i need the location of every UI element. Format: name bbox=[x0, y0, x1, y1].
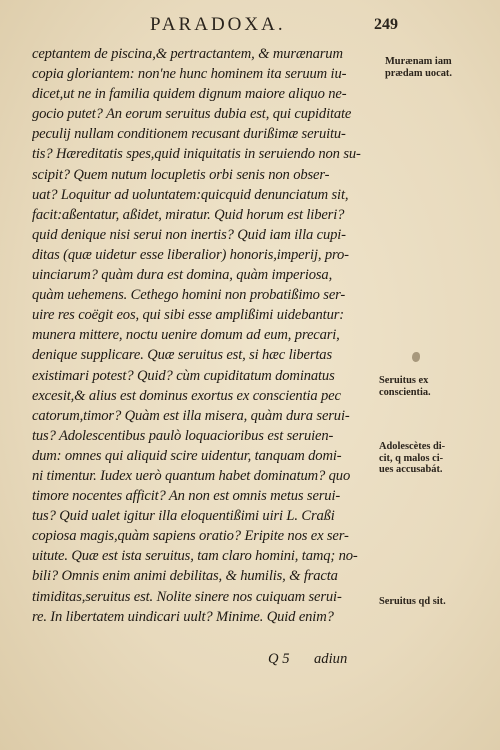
text-line: timore nocentes afficit? An non est omnis metus serui- bbox=[32, 488, 341, 505]
page-number: 249 bbox=[374, 16, 398, 33]
text-line: timiditas,seruitus est. Nolite sinere nos cuiquam serui- bbox=[32, 588, 342, 605]
marginal-note bbox=[379, 375, 495, 398]
text-line: gocio putet? An eorum seruitus dubia est, qui cupiditate bbox=[32, 106, 352, 123]
marginal-note bbox=[379, 441, 495, 476]
text-line: quid denique nisi serui non inertis? Quid iam illa cupi- bbox=[32, 226, 346, 243]
text-line: copia gloriantem: non'ne hunc hominem ita seruum iu- bbox=[32, 66, 347, 83]
text-line: catorum,timor? Quàm est illa misera, quàm dura serui- bbox=[32, 407, 350, 424]
text-line: tis? Hæreditatis spes,quid iniquitatis in seruiendo non su- bbox=[32, 146, 361, 163]
text-line: uire res coëgit eos, qui sibi esse amplißimi uidebantur: bbox=[32, 307, 344, 324]
marginal-note-line: cit, q malos ci- bbox=[379, 452, 444, 464]
text-line: dicet,ut ne in familia quidem dignum maiore aliquo ne- bbox=[32, 86, 347, 103]
text-line: copiosa magis,quàm sapiens oratio? Eripite nos ex ser- bbox=[32, 528, 349, 545]
text-line: re. In libertatem uindicari uult? Minime. Quid enim? bbox=[32, 608, 334, 625]
marginal-note bbox=[379, 596, 495, 608]
marginal-note bbox=[385, 56, 500, 79]
text-line: tus? Adolescentibus paulò loquacioribus est seruien- bbox=[32, 427, 334, 444]
marginal-note-line: conscientia. bbox=[379, 386, 431, 398]
text-line: scipit? Quem nutum locupletis orbi senis non obser- bbox=[32, 166, 330, 183]
marginal-note-line: Seruitus qd sit. bbox=[379, 596, 446, 607]
text-line: munera mittere, noctu uenire domum ad eum, precari, bbox=[32, 327, 340, 344]
text-line: facit:aßentatur, aßidet, miratur. Quid horum est liberi? bbox=[32, 206, 345, 223]
running-head: PARADOXA. bbox=[150, 14, 286, 35]
signature-mark: Q 5 bbox=[268, 651, 290, 667]
text-line: uat? Loquitur ad uoluntatem:quicquid denunciatum sit, bbox=[32, 186, 349, 203]
text-line: uitute. Quæ est ista seruitus, tam claro homini, tamq; no- bbox=[32, 548, 358, 565]
main-text-block bbox=[32, 44, 376, 627]
catchline bbox=[268, 651, 378, 673]
text-line: tus? Quid ualet igitur illa eloquentißimi uiri L. Craßi bbox=[32, 508, 335, 525]
marginal-note-line: prædam uocat. bbox=[385, 67, 452, 79]
text-line: uinciarum? quàm dura est domina, quàm imperiosa, bbox=[32, 267, 333, 284]
page-header bbox=[0, 14, 500, 40]
text-line: ceptantem de piscina,& pertractantem, & murænarum bbox=[32, 46, 343, 62]
text-line: ni timentur. Iudex uerò quantum habet dominatum? quo bbox=[32, 467, 351, 484]
text-line: dum: omnes qui aliquid scire uidentur, tanquam domi- bbox=[32, 447, 342, 464]
text-line: peculij nullam conditionem recusant durißimæ seruitu- bbox=[32, 126, 346, 143]
ink-stain bbox=[412, 352, 420, 362]
text-line: denique supplicare. Quæ seruitus est, si hæc libertas bbox=[32, 347, 332, 364]
marginal-note-line: Adolescètes di- bbox=[379, 441, 446, 452]
marginal-note-line: ues accusabát. bbox=[379, 464, 443, 475]
marginal-note-line: Seruitus ex bbox=[379, 375, 429, 386]
text-line: ditas (quæ uidetur esse liberalior) honoris,imperij, pro- bbox=[32, 246, 349, 263]
text-line: quàm uehemens. Cethego homini non probatißimo ser- bbox=[32, 287, 346, 304]
text-line: existimari potest? Quid? cùm cupiditatum dominatus bbox=[32, 367, 335, 384]
catchword: adiun bbox=[314, 651, 348, 667]
marginal-note-line: Murænam iam bbox=[385, 56, 452, 67]
text-line: bili? Omnis enim animi debilitas, & humilis, & fracta bbox=[32, 568, 338, 585]
text-line: excesit,& alius est dominus exortus ex conscientia pec bbox=[32, 387, 341, 404]
